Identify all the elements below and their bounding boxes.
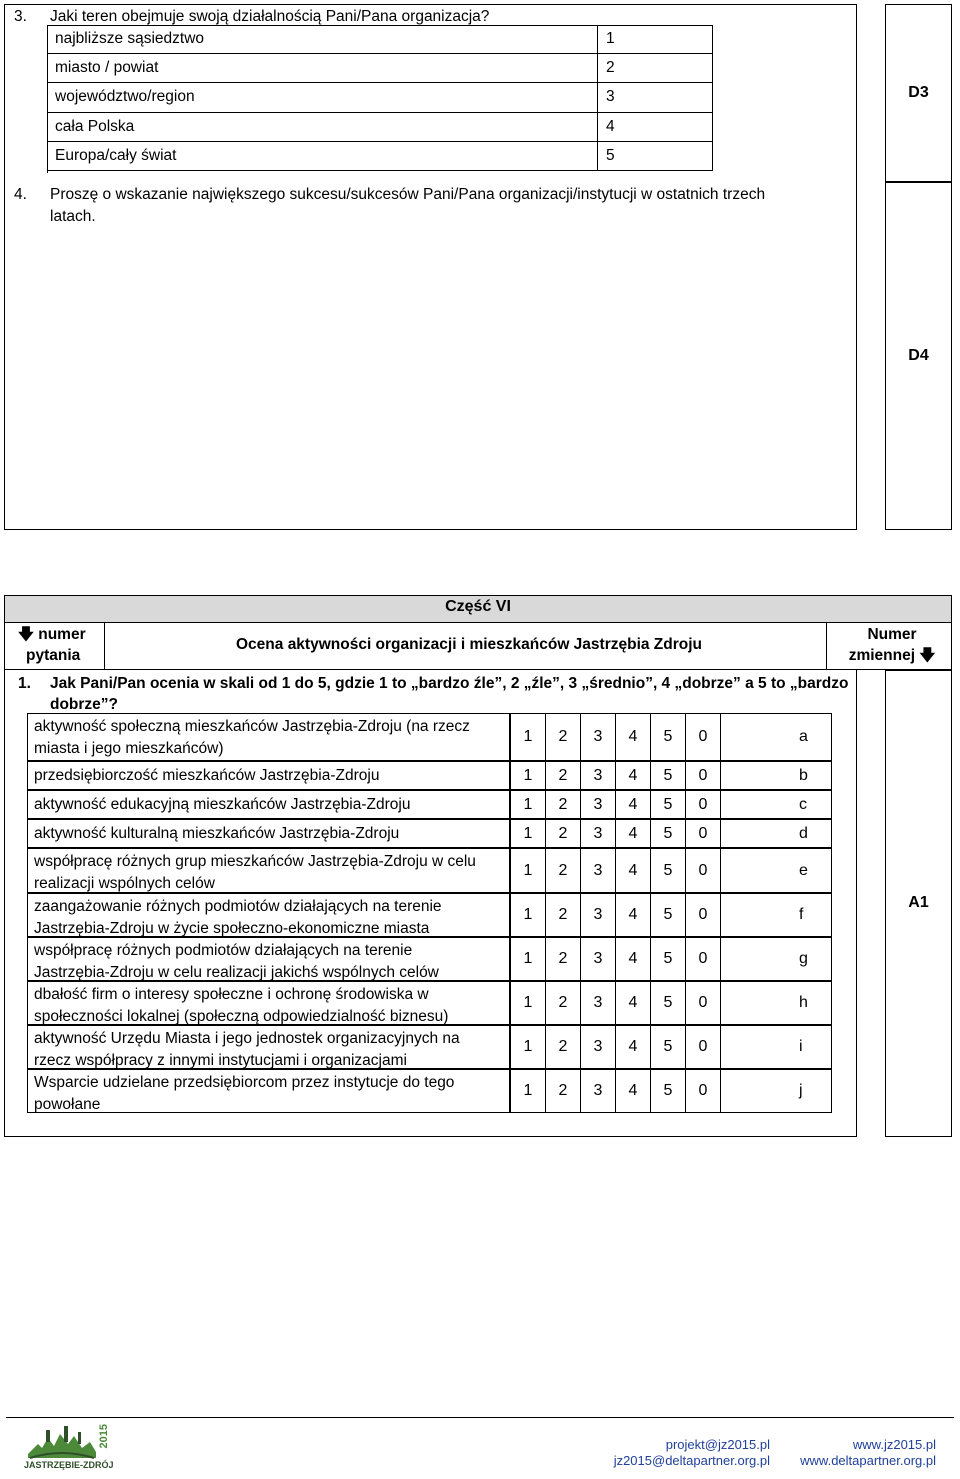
rating-option-2[interactable]: 2 <box>545 848 581 893</box>
web-deltapartner[interactable]: www.deltapartner.org.pl <box>800 1453 936 1468</box>
rating-row-label-line1: dbałość firm o interesy społeczne i ochronę środowiska w <box>34 986 429 1003</box>
web-jz2015[interactable]: www.jz2015.pl <box>852 1437 936 1452</box>
rating-option-3[interactable]: 3 <box>580 713 616 761</box>
right-header <box>833 624 951 666</box>
q3-option-label: województwo/region <box>47 83 598 112</box>
q3-option-value[interactable]: 5 <box>598 142 713 171</box>
left-header-line2: pytania <box>26 647 81 664</box>
q3-option-label: miasto / powiat <box>47 54 598 83</box>
rating-option-2[interactable]: 2 <box>545 981 581 1025</box>
rating-option-3[interactable]: 3 <box>580 761 616 790</box>
rating-option-5[interactable]: 5 <box>650 819 686 848</box>
left-header-line1: numer <box>38 626 86 643</box>
rating-row-label <box>27 1069 510 1113</box>
rating-row-variable: h <box>720 981 832 1025</box>
footer-contact-web <box>780 1437 936 1469</box>
rating-row-variable: i <box>720 1025 832 1069</box>
rating-row-label-line1: aktywność edukacyjną mieszkańców Jastrzębia-Zdroju <box>34 795 411 813</box>
rating-option-3[interactable]: 3 <box>580 848 616 893</box>
q3-option-value[interactable]: 1 <box>598 25 713 54</box>
rating-option-2[interactable]: 2 <box>545 790 581 819</box>
rating-row-label-line1: zaangażowanie różnych podmiotów działających na terenie <box>34 898 442 915</box>
right-header-line1: Numer <box>867 626 917 643</box>
q3-option-label: najbliższe sąsiedztwo <box>47 25 598 54</box>
down-arrow-icon: 🡇 <box>919 647 936 664</box>
rating-option-4[interactable]: 4 <box>615 848 651 893</box>
rating-option-1[interactable]: 1 <box>510 713 546 761</box>
rating-option-3[interactable]: 3 <box>580 937 616 981</box>
rating-row-label-line2: powołane <box>34 1095 101 1113</box>
down-arrow-icon: 🡇 <box>18 626 34 643</box>
rating-option-1[interactable]: 1 <box>510 1025 546 1069</box>
q3-option-value[interactable]: 4 <box>598 113 713 142</box>
q4-question-line2: latach. <box>50 208 96 225</box>
rating-option-2[interactable]: 2 <box>545 819 581 848</box>
rating-row-variable: d <box>720 819 832 848</box>
rating-option-0[interactable]: 0 <box>685 937 721 981</box>
rating-option-0[interactable]: 0 <box>685 790 721 819</box>
rating-option-5[interactable]: 5 <box>650 848 686 893</box>
rating-row-label-line1: aktywność kulturalną mieszkańców Jastrzębia-Zdroju <box>34 824 400 842</box>
rating-option-5[interactable]: 5 <box>650 761 686 790</box>
rating-row-label-line1: Wsparcie udzielane przedsiębiorcom przez instytucje do tego <box>34 1074 455 1091</box>
q3-number: 3. <box>14 8 27 25</box>
rating-row-variable: j <box>720 1069 832 1113</box>
rating-option-3[interactable]: 3 <box>580 790 616 819</box>
rating-option-4[interactable]: 4 <box>615 937 651 981</box>
rating-option-3[interactable]: 3 <box>580 893 616 937</box>
rating-row-variable: g <box>720 937 832 981</box>
rating-option-4[interactable]: 4 <box>615 819 651 848</box>
rating-option-0[interactable]: 0 <box>685 1025 721 1069</box>
q3-option-value[interactable]: 2 <box>598 54 713 83</box>
rating-option-0[interactable]: 0 <box>685 1069 721 1113</box>
rating-option-3[interactable]: 3 <box>580 819 616 848</box>
code-d4: D4 <box>908 347 929 364</box>
q3-question: Jaki teren obejmuje swoją działalnością Pani/Pana organizacja? <box>50 8 490 25</box>
q4-number: 4. <box>14 186 27 203</box>
footer-divider <box>6 1417 954 1418</box>
q4-question-line1: Proszę o wskazanie największego sukcesu/sukcesów Pani/Pana organizacji/instytucji w ostatnich trzech <box>50 186 766 203</box>
rating-question-line1: Jak Pani/Pan ocenia w skali od 1 do 5, gdzie 1 to „bardzo źle”, 2 „źle”, 3 „średnio”, 4 „dobrze” a 5 to „bardzo <box>50 675 849 692</box>
rating-option-1[interactable]: 1 <box>510 761 546 790</box>
rating-row-variable: f <box>720 893 832 937</box>
rating-row-label-line2: miasta i jego mieszkańców) <box>34 739 224 757</box>
rating-option-0[interactable]: 0 <box>685 713 721 761</box>
q3-option-label: cała Polska <box>47 113 598 142</box>
rating-option-4[interactable]: 4 <box>615 981 651 1025</box>
rating-row-variable: a <box>720 713 832 761</box>
rating-option-3[interactable]: 3 <box>580 1025 616 1069</box>
rating-row-label <box>27 848 510 893</box>
rating-option-4[interactable]: 4 <box>615 1069 651 1113</box>
rating-option-0[interactable]: 0 <box>685 761 721 790</box>
rating-row-label-line1: współpracę różnych grup mieszkańców Jastrzębia-Zdroju w celu <box>34 853 476 870</box>
rating-row-label-line1: przedsiębiorczość mieszkańców Jastrzębia-Zdroju <box>34 766 380 784</box>
rating-row-label-line2: realizacji wspólnych celów <box>34 874 215 892</box>
rating-option-5[interactable]: 5 <box>650 893 686 937</box>
rating-option-4[interactable]: 4 <box>615 893 651 937</box>
email-project[interactable]: projekt@jz2015.pl <box>665 1437 770 1452</box>
left-header <box>18 624 86 666</box>
rating-option-1[interactable]: 1 <box>510 790 546 819</box>
rating-option-4[interactable]: 4 <box>615 1025 651 1069</box>
section-subtitle: Ocena aktywności organizacji i mieszkańców Jastrzębia Zdroju <box>236 636 703 653</box>
rating-option-2[interactable]: 2 <box>545 937 581 981</box>
rating-option-0[interactable]: 0 <box>685 893 721 937</box>
rating-row-label <box>27 893 510 937</box>
logo-text: JASTRZĘBIE-ZDRÓJ <box>24 1460 114 1470</box>
code-a1: A1 <box>908 894 929 911</box>
rating-option-4[interactable]: 4 <box>615 713 651 761</box>
q3-option-label: Europa/cały świat <box>47 142 598 171</box>
rating-option-1[interactable]: 1 <box>510 893 546 937</box>
footer-contact-emails <box>606 1437 770 1469</box>
rating-option-3[interactable]: 3 <box>580 981 616 1025</box>
rating-row-label <box>27 761 510 790</box>
left-header-divider <box>104 623 105 670</box>
rating-option-1[interactable]: 1 <box>510 937 546 981</box>
rating-row-label <box>27 981 510 1025</box>
rating-option-3[interactable]: 3 <box>580 1069 616 1113</box>
section-title: Część VI <box>445 598 511 615</box>
rating-row-label-line1: aktywność Urzędu Miasta i jego jednostek organizacyjnych na <box>34 1030 460 1047</box>
logo-year: 2015 <box>98 1424 110 1449</box>
email-delta[interactable]: jz2015@deltapartner.org.pl <box>613 1453 770 1468</box>
rating-option-1[interactable]: 1 <box>510 981 546 1025</box>
rating-option-2[interactable]: 2 <box>545 713 581 761</box>
rating-row-label <box>27 937 510 981</box>
rating-question-number: 1. <box>18 675 31 692</box>
rating-row-label <box>27 790 510 819</box>
rating-option-1[interactable]: 1 <box>510 848 546 893</box>
rating-row-label-line1: współpracę różnych podmiotów działających na terenie <box>34 942 413 959</box>
q3-option-value[interactable]: 3 <box>598 83 713 112</box>
rating-option-1[interactable]: 1 <box>510 819 546 848</box>
rating-option-1[interactable]: 1 <box>510 1069 546 1113</box>
rating-row-label-line2: społeczności lokalnej (społeczną odpowiedzialność biznesu) <box>34 1007 449 1025</box>
code-d3: D3 <box>908 84 929 101</box>
rating-option-4[interactable]: 4 <box>615 761 651 790</box>
rating-option-5[interactable]: 5 <box>650 1069 686 1113</box>
rating-option-0[interactable]: 0 <box>685 819 721 848</box>
rating-row-variable: e <box>720 848 832 893</box>
rating-option-2[interactable]: 2 <box>545 1025 581 1069</box>
rating-option-5[interactable]: 5 <box>650 981 686 1025</box>
rating-row-label-line2: Jastrzębia-Zdroju w celu realizacji jakichś wspólnych celów <box>34 963 439 981</box>
rating-row-label <box>27 713 510 761</box>
rating-option-5[interactable]: 5 <box>650 790 686 819</box>
rating-option-0[interactable]: 0 <box>685 848 721 893</box>
rating-row-label-line1: aktywność społeczną mieszkańców Jastrzębia-Zdroju (na rzecz <box>34 718 470 735</box>
rating-option-4[interactable]: 4 <box>615 790 651 819</box>
rating-row-label <box>27 1025 510 1069</box>
rating-option-2[interactable]: 2 <box>545 893 581 937</box>
city-logo <box>24 1424 114 1474</box>
right-header-line2: zmiennej <box>848 647 916 664</box>
rating-option-0[interactable]: 0 <box>685 981 721 1025</box>
rating-option-2[interactable]: 2 <box>545 761 581 790</box>
rating-row-variable: b <box>720 761 832 790</box>
rating-row-label-line2: rzecz współpracy z innymi instytucjami i organizacjami <box>34 1051 407 1069</box>
rating-row-label <box>27 819 510 848</box>
rating-question-line2: dobrze”? <box>50 696 119 713</box>
rating-row-variable: c <box>720 790 832 819</box>
rating-option-5[interactable]: 5 <box>650 713 686 761</box>
right-header-divider <box>826 623 827 670</box>
rating-option-5[interactable]: 5 <box>650 937 686 981</box>
rating-row-label-line2: Jastrzębia-Zdroju w życie społeczno-ekonomiczne miasta <box>34 919 430 937</box>
rating-option-5[interactable]: 5 <box>650 1025 686 1069</box>
rating-option-2[interactable]: 2 <box>545 1069 581 1113</box>
